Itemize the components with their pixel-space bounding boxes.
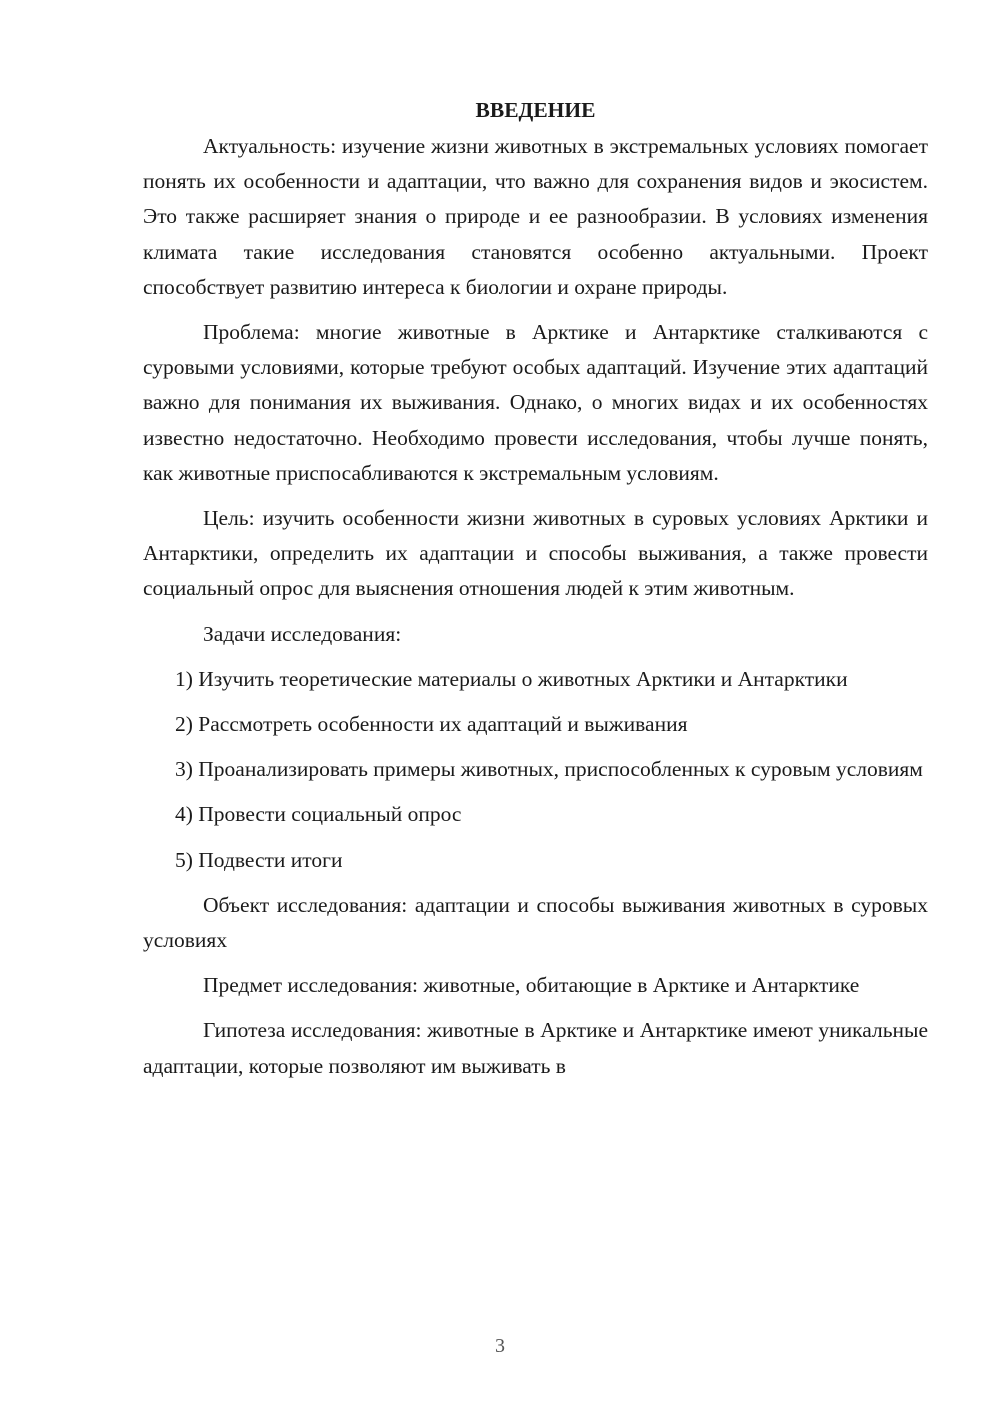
paragraph-goal: Цель: изучить особенности жизни животных в суровых условиях Арктики и Антарктики, определить их адаптации и способы выживания, а также провести социальный опрос для выяснения отношения людей к этим животным. xyxy=(143,506,928,601)
paragraph-problem: Проблема: многие животные в Арктике и Антарктике сталкиваются с суровыми условиями, которые требуют особых адаптаций. Изучение этих адаптаций важно для понимания их выживания. Однако, о многих видах и их особенностях известно недостаточно. Необходимо провести исследования, чтобы лучше понять, как животные приспосабливаются к экстремальным условиям. xyxy=(143,320,928,485)
paragraph-hypothesis: Гипотеза исследования: животные в Арктике и Антарктике имеют уникальные адаптации, которые позволяют им выживать в xyxy=(143,1018,928,1078)
tasks-title: Задачи исследования: xyxy=(203,621,402,646)
paragraph-subject: Предмет исследования: животные, обитающие в Арктике и Антарктике xyxy=(203,973,860,998)
task-item-4: 4) Провести социальный опрос xyxy=(175,802,462,827)
task-item-5: 5) Подвести итоги xyxy=(175,847,343,872)
paragraph-object: Объект исследования: адаптации и способы выживания животных в суровых условиях xyxy=(143,892,928,953)
task-item-3: 3) Проанализировать примеры животных, приспособленных к суровым условиям xyxy=(175,757,923,782)
paragraph-relevance: Актуальность: изучение жизни животных в экстремальных условиях помогает понять их особенности и адаптации, что важно для сохранения видов и экосистем. Это также расширяет знания о природе и ее разнообразии. В условиях изменения климата такие исследования становятся особенно актуальными. Проект способствует развитию интереса к биологии и охране природы. xyxy=(143,134,928,299)
section-heading: ВВЕДЕНИЕ xyxy=(475,98,596,122)
page-body xyxy=(143,95,928,1084)
task-item-2: 2) Рассмотреть особенности их адаптаций и выживания xyxy=(175,712,688,737)
task-item-1: 1) Изучить теоретические материалы о животных Арктики и Антарктики xyxy=(175,666,848,691)
page-number: 3 xyxy=(495,1335,505,1357)
